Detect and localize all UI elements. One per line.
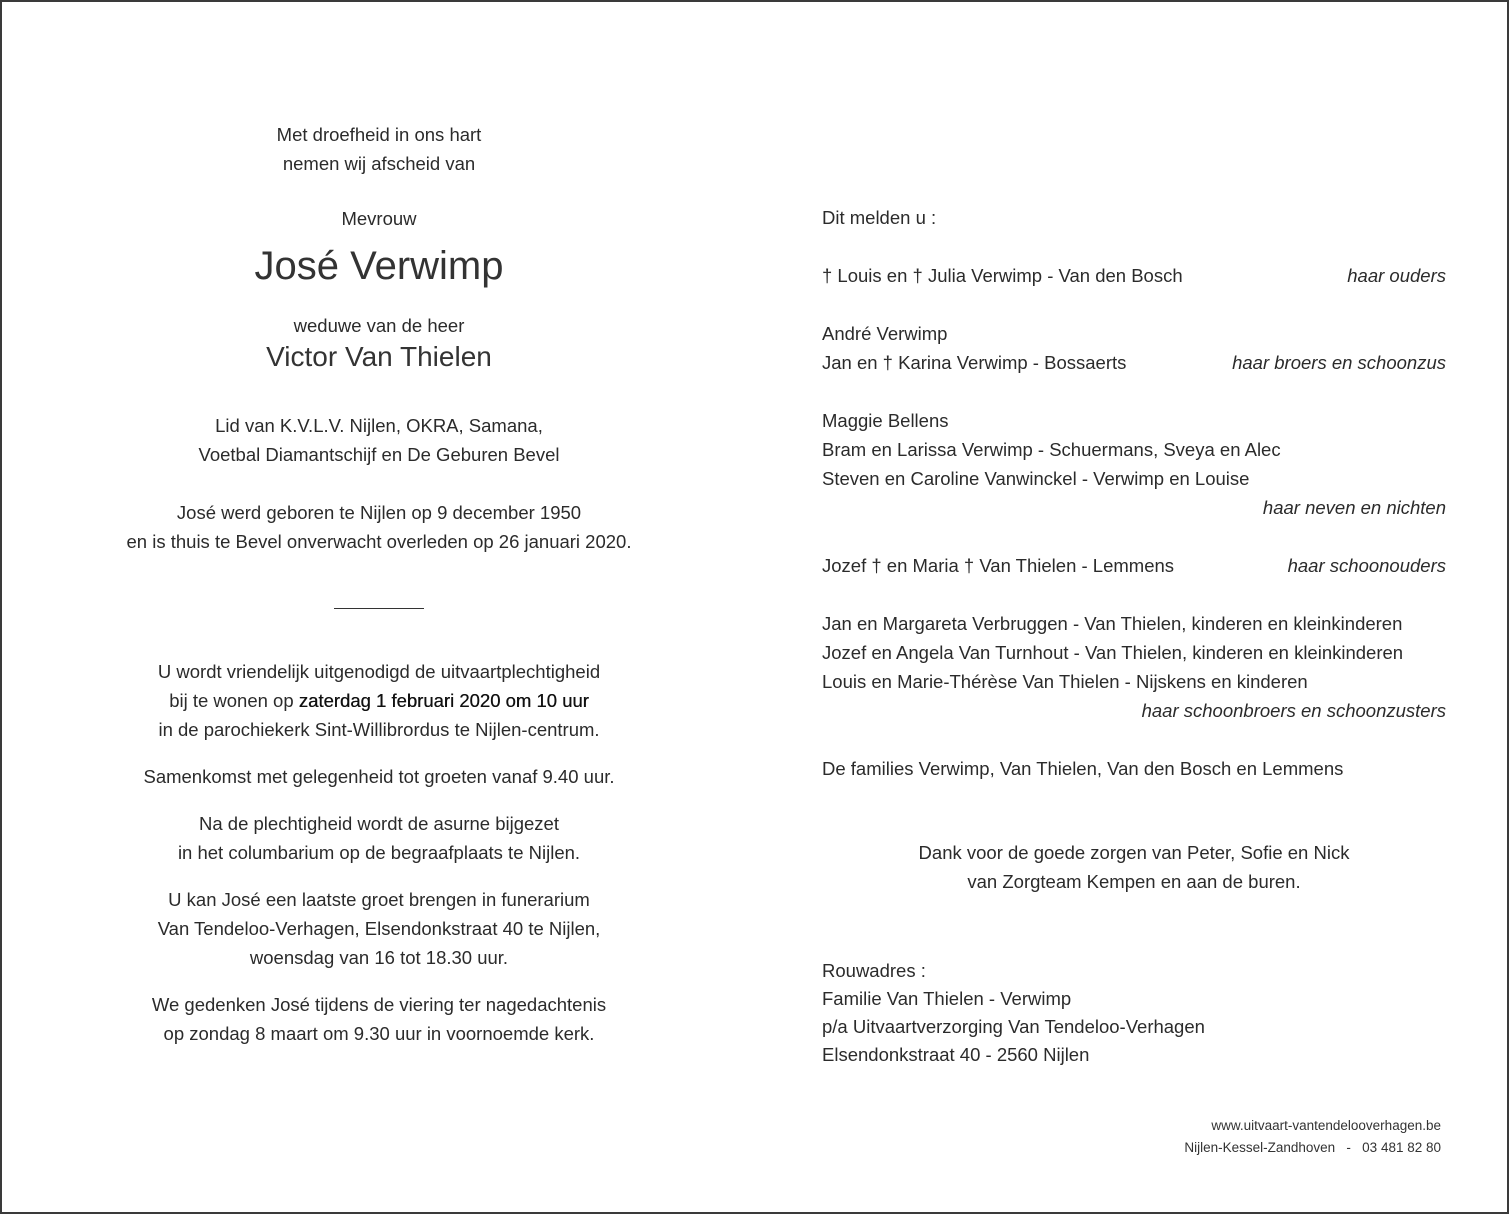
inlaws-row: [822, 551, 1446, 580]
parents-role: haar ouders: [1347, 265, 1446, 286]
intro-line: Met droefheid in ons hart: [276, 124, 482, 145]
family-line: Louis en Marie-Thérèse Van Thielen - Nijskens en kinderen: [822, 671, 1308, 692]
address-line: Rouwadres :: [822, 960, 926, 981]
membership-line: Voetbal Diamantschijf en De Geburen Bevel: [198, 444, 560, 465]
family-line: Jan en † Karina Verwimp - Bossaerts: [822, 352, 1127, 373]
mourning-address: [822, 957, 1446, 1069]
urn-line: Na de plechtigheid wordt de asurne bijgezet: [199, 813, 559, 834]
family-line: André Verwimp: [822, 323, 948, 344]
nephews-role: haar neven en nichten: [1262, 497, 1446, 518]
born-line: José werd geboren te Nijlen op 9 december 1950: [176, 502, 582, 523]
family-line: Jan en Margareta Verbruggen - Van Thielen, kinderen en kleinkinderen: [822, 613, 1403, 634]
remembrance-line: We gedenken José tijdens de viering ter nagedachtenis: [151, 994, 607, 1015]
urn-line: in het columbarium op de begraafplaats te Nijlen.: [177, 842, 581, 863]
family-line: Bram en Larissa Verwimp - Schuermans, Sveya en Alec: [822, 439, 1281, 460]
thanks-line: van Zorgteam Kempen en aan de buren.: [967, 871, 1301, 892]
address-line: p/a Uitvaartverzorging Van Tendeloo-Verhagen: [822, 1016, 1205, 1037]
widow-of-label: weduwe van de heer: [293, 315, 465, 336]
invite-line-text: bij te wonen op: [169, 690, 299, 711]
family-line: Maggie Bellens: [822, 410, 949, 431]
born-line: en is thuis te Bevel onverwacht overleden op 26 januari 2020.: [126, 531, 632, 552]
inlaws-role: haar schoonouders: [1287, 555, 1446, 576]
invite-line: [79, 686, 679, 715]
funerarium-line: woensdag van 16 tot 18.30 uur.: [249, 947, 509, 968]
families-line: De families Verwimp, Van Thielen, Van den Bosch en Lemmens: [822, 758, 1344, 779]
funeral-home-footer: [1184, 1115, 1441, 1159]
family-line: Steven en Caroline Vanwinckel - Verwimp en Louise: [822, 468, 1250, 489]
right-column: [822, 203, 1446, 1069]
honorific: Mevrouw: [341, 208, 417, 229]
remembrance-line: op zondag 8 maart om 9.30 uur in voornoemde kerk.: [163, 1023, 595, 1044]
brothers-role: haar broers en schoonzus: [1232, 352, 1446, 373]
funerarium-line: U kan José een laatste groet brengen in funerarium: [168, 889, 590, 910]
intro-line: nemen wij afscheid van: [282, 153, 476, 174]
invite-line: in de parochiekerk Sint-Willibrordus te Nijlen-centrum.: [158, 719, 600, 740]
parents-names: † Louis en † Julia Verwimp - Van den Bosch: [822, 265, 1183, 286]
membership-line: Lid van K.V.L.V. Nijlen, OKRA, Samana,: [215, 415, 543, 436]
invite-line: U wordt vriendelijk uitgenodigd de uitvaartplechtigheid: [157, 661, 601, 682]
inlaws-names: Jozef † en Maria † Van Thielen - Lemmens: [822, 555, 1175, 576]
address-line: Familie Van Thielen - Verwimp: [822, 988, 1072, 1009]
ceremony-datetime: zaterdag 1 februari 2020 om 10 uur: [298, 690, 589, 711]
divider: [334, 608, 424, 609]
contact-line: Nijlen-Kessel-Zandhoven - 03 481 82 80: [1184, 1140, 1441, 1155]
left-column: [79, 120, 679, 1048]
deceased-name: José Verwimp: [254, 244, 504, 288]
spouse-name: Victor Van Thielen: [266, 341, 492, 372]
gathering-line: Samenkomst met gelegenheid tot groeten vanaf 9.40 uur.: [143, 766, 615, 787]
parents-row: [822, 261, 1446, 290]
website-link[interactable]: www.uitvaart-vantendelooverhagen.be: [1211, 1118, 1441, 1133]
family-line: Jozef en Angela Van Turnhout - Van Thielen, kinderen en kleinkinderen: [822, 642, 1404, 663]
address-line: Elsendonkstraat 40 - 2560 Nijlen: [822, 1044, 1090, 1065]
announcement-heading: Dit melden u :: [822, 207, 937, 228]
thanks-line: Dank voor de goede zorgen van Peter, Sofie en Nick: [918, 842, 1350, 863]
funerarium-line: Van Tendeloo-Verhagen, Elsendonkstraat 40 te Nijlen,: [157, 918, 601, 939]
brothers-row: [822, 348, 1446, 377]
siblings-inlaw-role: haar schoonbroers en schoonzusters: [1141, 700, 1446, 721]
